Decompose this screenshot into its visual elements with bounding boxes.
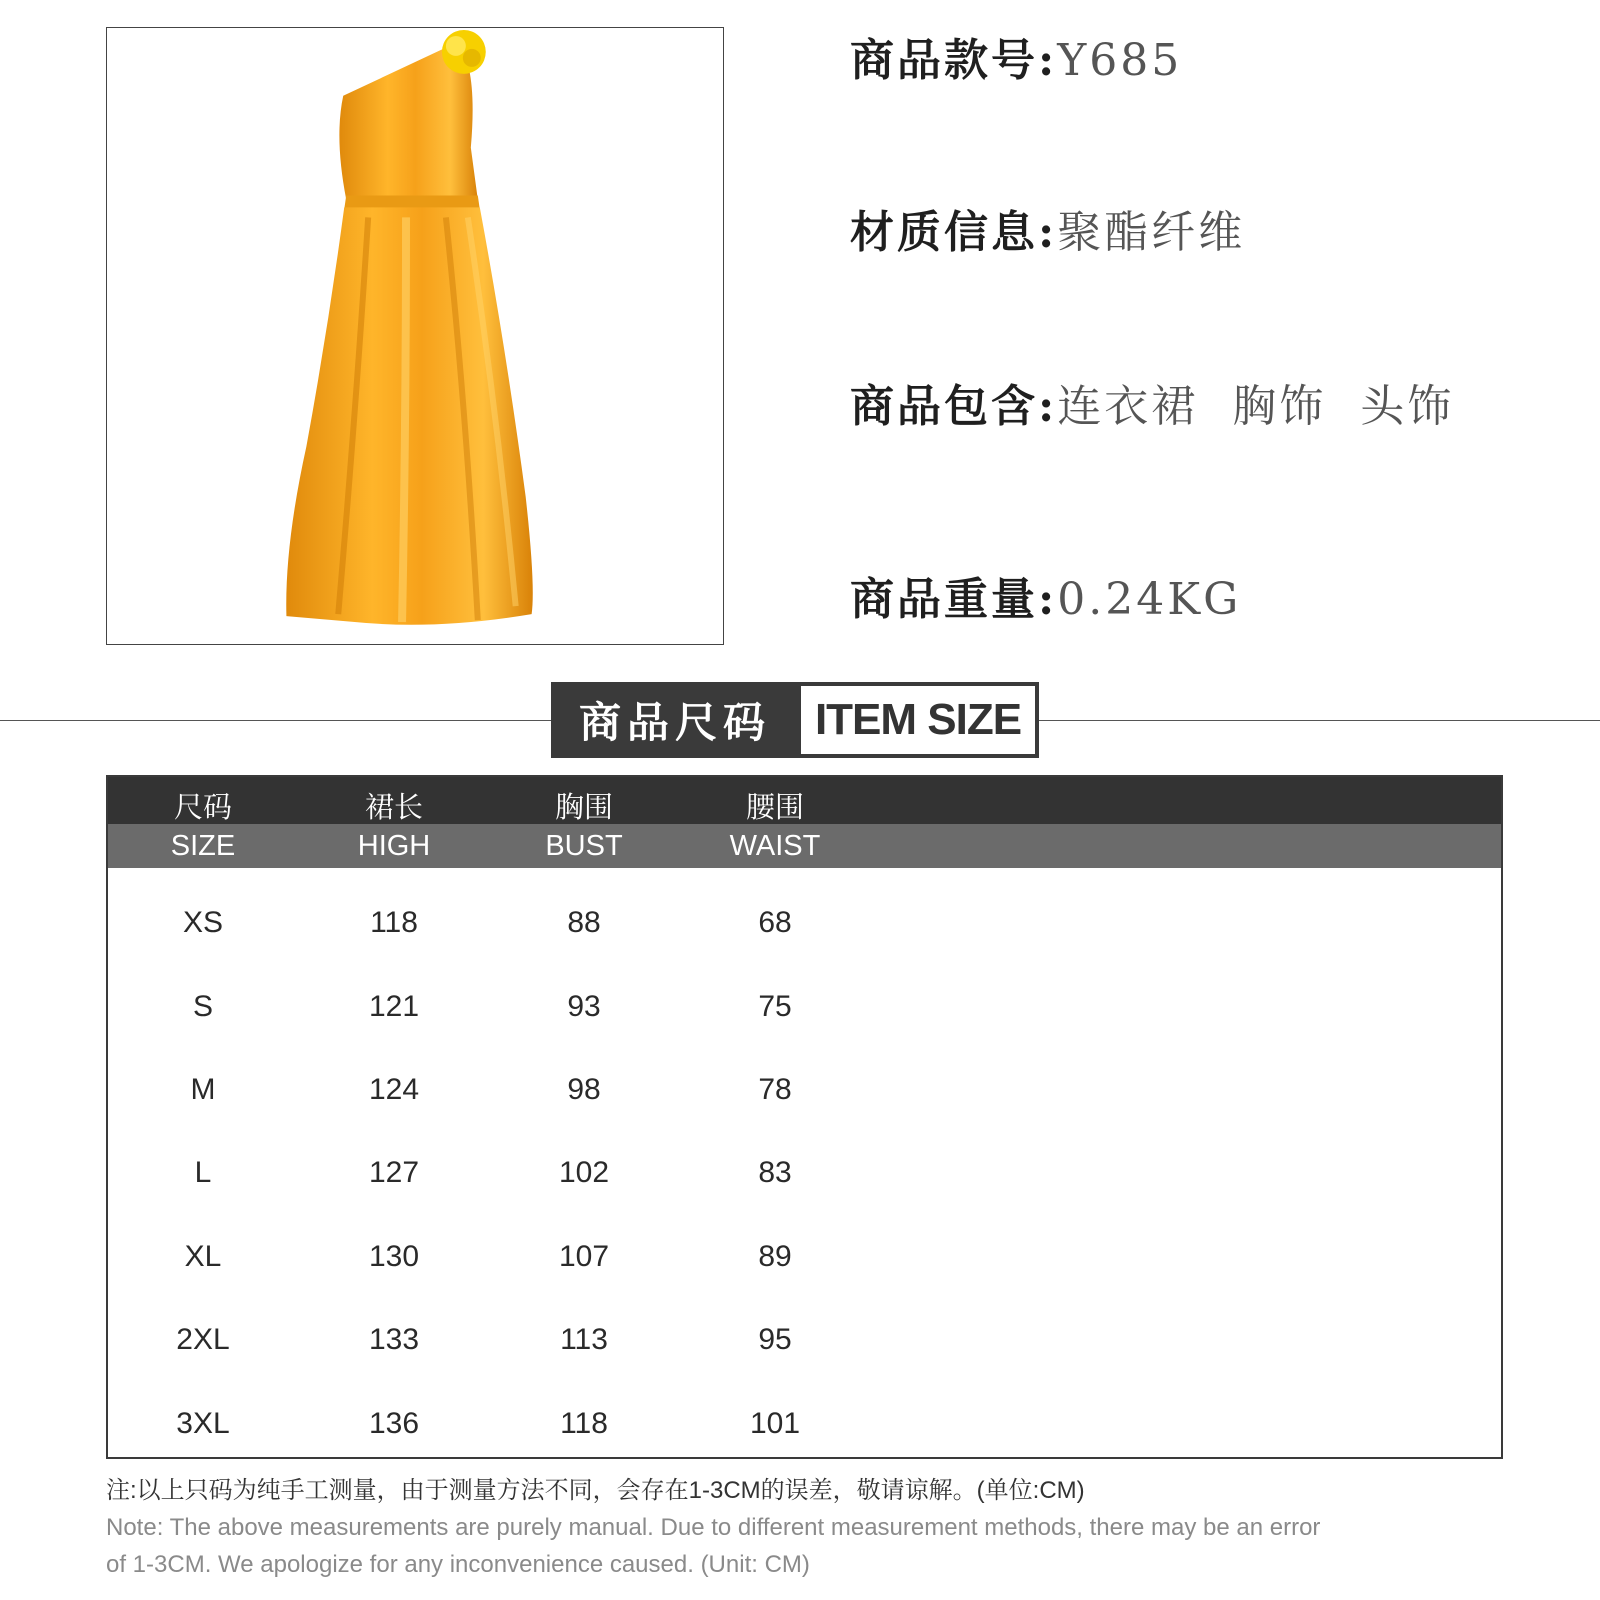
bust-cell: 93 [567, 990, 601, 1023]
table-row [108, 1301, 1501, 1381]
material-value: 聚酯纤维 [1057, 207, 1246, 258]
header-length-cn: 裙长 [364, 792, 423, 824]
flower-brooch-icon [442, 30, 486, 74]
header-waist-en: WAIST [729, 830, 821, 862]
length-cell: 130 [368, 1240, 420, 1273]
table-header-cn [108, 777, 1501, 824]
size-cell: 2XL [176, 1323, 230, 1356]
length-cell: 127 [368, 1156, 420, 1189]
material-label: 材质信息: [850, 207, 1058, 258]
header-waist-cn: 腰围 [745, 792, 804, 824]
size-section-title-cn: 商品尺码 [551, 682, 799, 758]
size-cell: XL [184, 1240, 222, 1273]
bust-cell: 118 [560, 1407, 608, 1440]
contents-line [850, 370, 1454, 434]
model-number-label: 商品款号: [850, 35, 1058, 86]
length-cell: 133 [368, 1323, 420, 1356]
table-row [108, 1051, 1501, 1131]
length-cell: 118 [370, 906, 418, 939]
waist-cell: 89 [758, 1240, 792, 1273]
header-bust-en: BUST [545, 830, 623, 862]
note-english-line-2: of 1-3CM. We apologize for any inconvenience caused. (Unit: CM) [106, 1551, 810, 1578]
size-cell: S [192, 990, 213, 1023]
note-english-line-1: Note: The above measurements are purely manual. Due to different measurement methods, there may be an error [106, 1514, 1321, 1541]
table-row [108, 968, 1501, 1048]
waist-cell: 95 [758, 1323, 792, 1356]
waist-cell: 75 [758, 990, 792, 1023]
table-row [108, 1218, 1501, 1298]
size-cell: M [190, 1073, 216, 1106]
weight-value: 0.24KG [1057, 574, 1242, 625]
bust-cell: 88 [567, 906, 601, 939]
table-row [108, 1385, 1501, 1465]
divider-left [0, 720, 551, 721]
table-header-en [108, 824, 1501, 868]
divider-right [1039, 720, 1600, 721]
model-number-line [850, 24, 1182, 88]
contents-value: 连衣裙 胸饰 头饰 [1057, 381, 1455, 432]
bust-cell: 102 [558, 1156, 610, 1189]
material-line [850, 196, 1245, 260]
size-cell: L [194, 1156, 212, 1189]
waist-cell: 101 [749, 1407, 801, 1440]
weight-line [850, 563, 1241, 627]
table-row [108, 884, 1501, 964]
header-size-cn: 尺码 [173, 792, 232, 824]
size-section-title-en: ITEM SIZE [797, 682, 1039, 758]
contents-label: 商品包含: [850, 381, 1058, 432]
size-table [106, 775, 1503, 1459]
header-bust-cn: 胸围 [554, 792, 613, 824]
length-cell: 136 [368, 1407, 420, 1440]
bust-cell: 98 [567, 1073, 601, 1106]
size-cell: XS [182, 906, 224, 939]
note-chinese: 注:以上只码为纯手工测量，由于测量方法不同，会存在1-3CM的误差，敬请谅解。(单位:CM) [106, 1477, 1085, 1504]
header-length-en: HIGH [357, 830, 431, 862]
waist-cell: 68 [758, 906, 792, 939]
size-cell: 3XL [176, 1407, 230, 1440]
product-photo [106, 27, 724, 645]
waist-cell: 83 [758, 1156, 792, 1189]
model-number-value: Y685 [1057, 35, 1183, 86]
waist-cell: 78 [758, 1073, 792, 1106]
weight-label: 商品重量: [850, 574, 1058, 625]
length-cell: 121 [368, 990, 420, 1023]
header-size-en: SIZE [170, 830, 236, 862]
length-cell: 124 [368, 1073, 420, 1106]
bust-cell: 113 [560, 1323, 608, 1356]
dress-illustration [107, 28, 723, 644]
table-row [108, 1134, 1501, 1214]
bust-cell: 107 [558, 1240, 610, 1273]
